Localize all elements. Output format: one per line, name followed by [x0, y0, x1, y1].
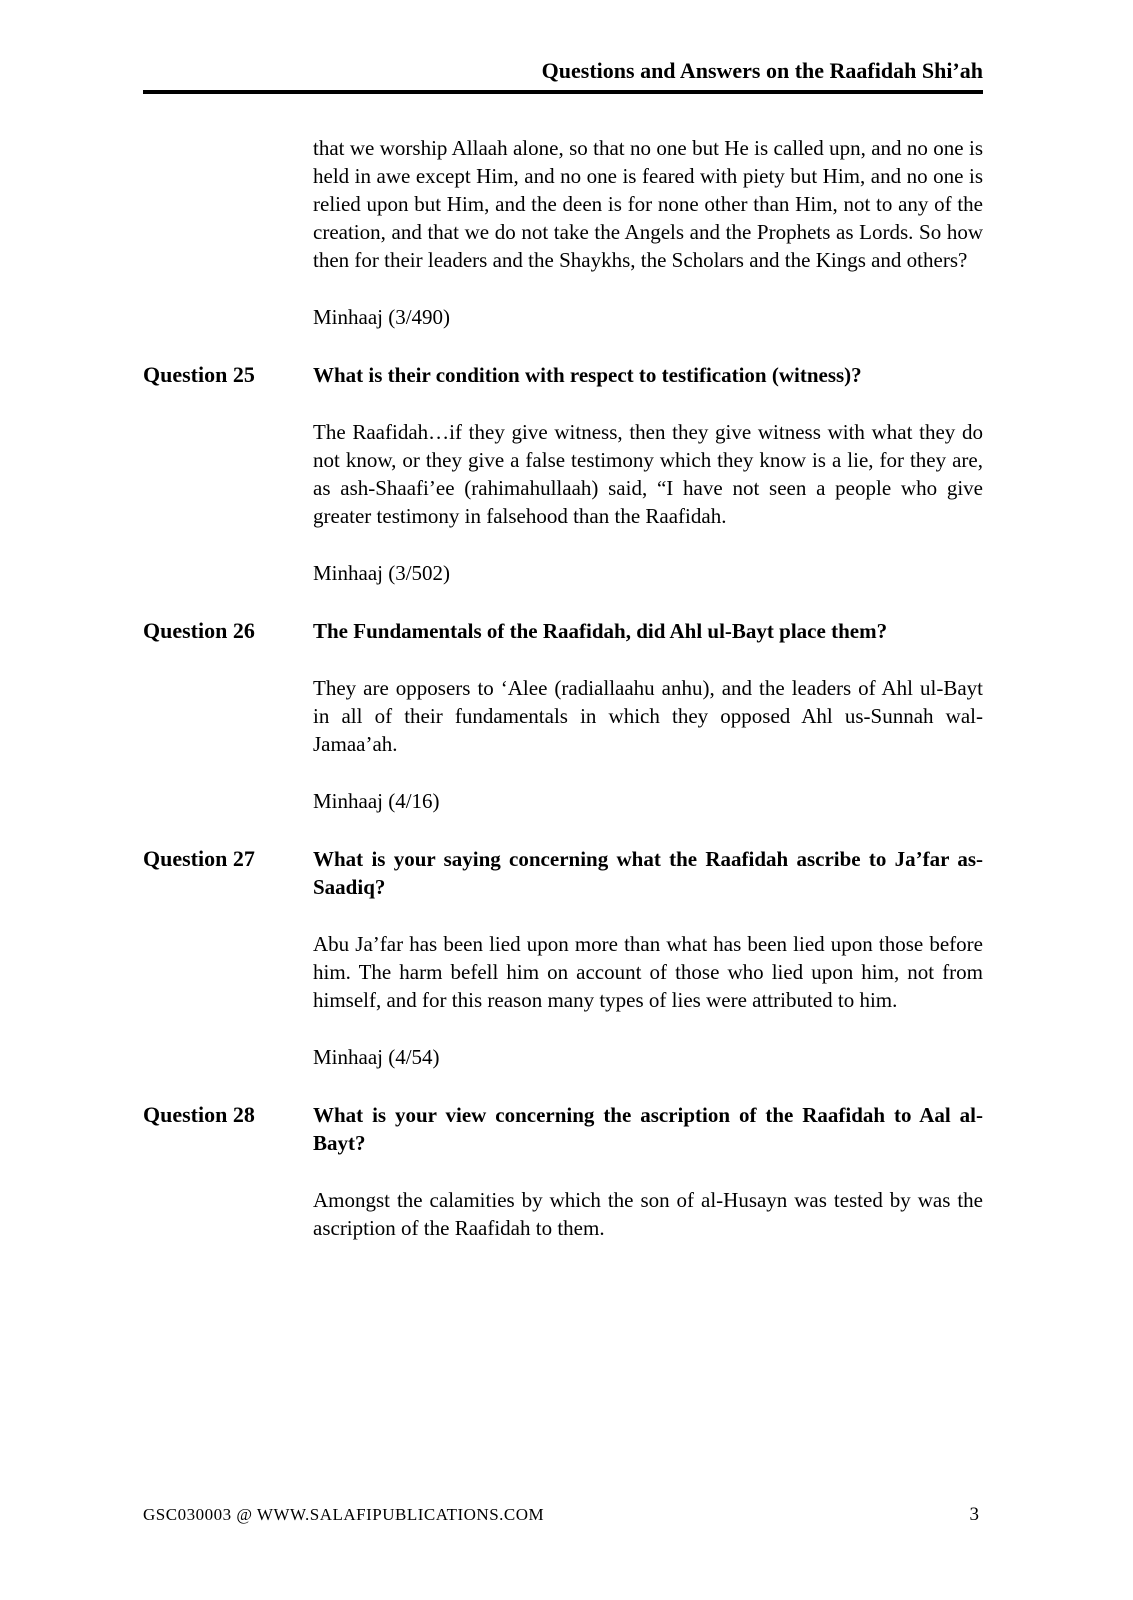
reference-citation: Minhaaj (4/54)	[313, 1045, 440, 1069]
page-number: 3	[969, 1504, 979, 1525]
footer-document-id: GSC030003 @ WWW.SALAFIPUBLICATIONS.COM	[143, 1505, 545, 1524]
reference-citation: Minhaaj (3/502)	[313, 561, 451, 585]
question-26-row	[143, 617, 983, 645]
question-27-row	[143, 845, 983, 901]
answer-paragraph: Abu Ja’far has been lied upon more than what has been lied upon those before him. The harm befell him on account of those who lied upon him, not from himself, and for this reason many types of lies were attributed to him.	[313, 932, 983, 1012]
question-28-row	[143, 1101, 983, 1157]
continuation-paragraph: that we worship Allaah alone, so that no one but He is called upn, and no one is held in awe except Him, and no one is feared with piety but Him, and no one is relied upon but Him, and the deen is for none other than Him, not to any of the creation, and that we do not take the Angels and the Prophets as Lords. So how then for their leaders and the Shaykhs, the Scholars and the Kings and others?	[313, 136, 983, 272]
question-27-title: What is your saying concerning what the Raafidah ascribe to Ja’far as- Saadiq?	[313, 847, 983, 899]
question-27-label: Question 27	[143, 846, 255, 871]
answer-paragraph: The Raafidah…if they give witness, then they give witness with what they do not know, or they give a false testimony which they know is a lie, for they are, as ash-Shaafi’ee (rahimahullaah) said, “I have not seen a people who give greater testimony in falsehood than the Raafidah.	[313, 420, 983, 528]
reference-citation: Minhaaj (3/490)	[313, 305, 451, 329]
page-content	[143, 134, 983, 1271]
page-footer	[143, 1504, 983, 1526]
question-25-row	[143, 361, 983, 389]
question-28-title: What is your view concerning the ascription of the Raafidah to Aal al- Bayt?	[313, 1103, 983, 1155]
question-28-label: Question 28	[143, 1102, 255, 1127]
question-26-title: The Fundamentals of the Raafidah, did Ahl ul-Bayt place them?	[313, 619, 888, 643]
running-header-title: Questions and Answers on the Raafidah Shi’ah	[541, 58, 983, 83]
question-26-label: Question 26	[143, 618, 255, 643]
page-header	[143, 58, 983, 94]
answer-paragraph: They are opposers to ‘Alee (radiallaahu anhu), and the leaders of Ahl ul-Bayt in all of their fundamentals in which they opposed Ahl us-Sunnah wal-Jamaa’ah.	[313, 676, 983, 756]
answer-paragraph: Amongst the calamities by which the son of al-Husayn was tested by was the ascription of the Raafidah to them.	[313, 1188, 983, 1240]
question-25-title: What is their condition with respect to testification (witness)?	[313, 363, 862, 387]
reference-citation: Minhaaj (4/16)	[313, 789, 440, 813]
question-25-label: Question 25	[143, 362, 255, 387]
